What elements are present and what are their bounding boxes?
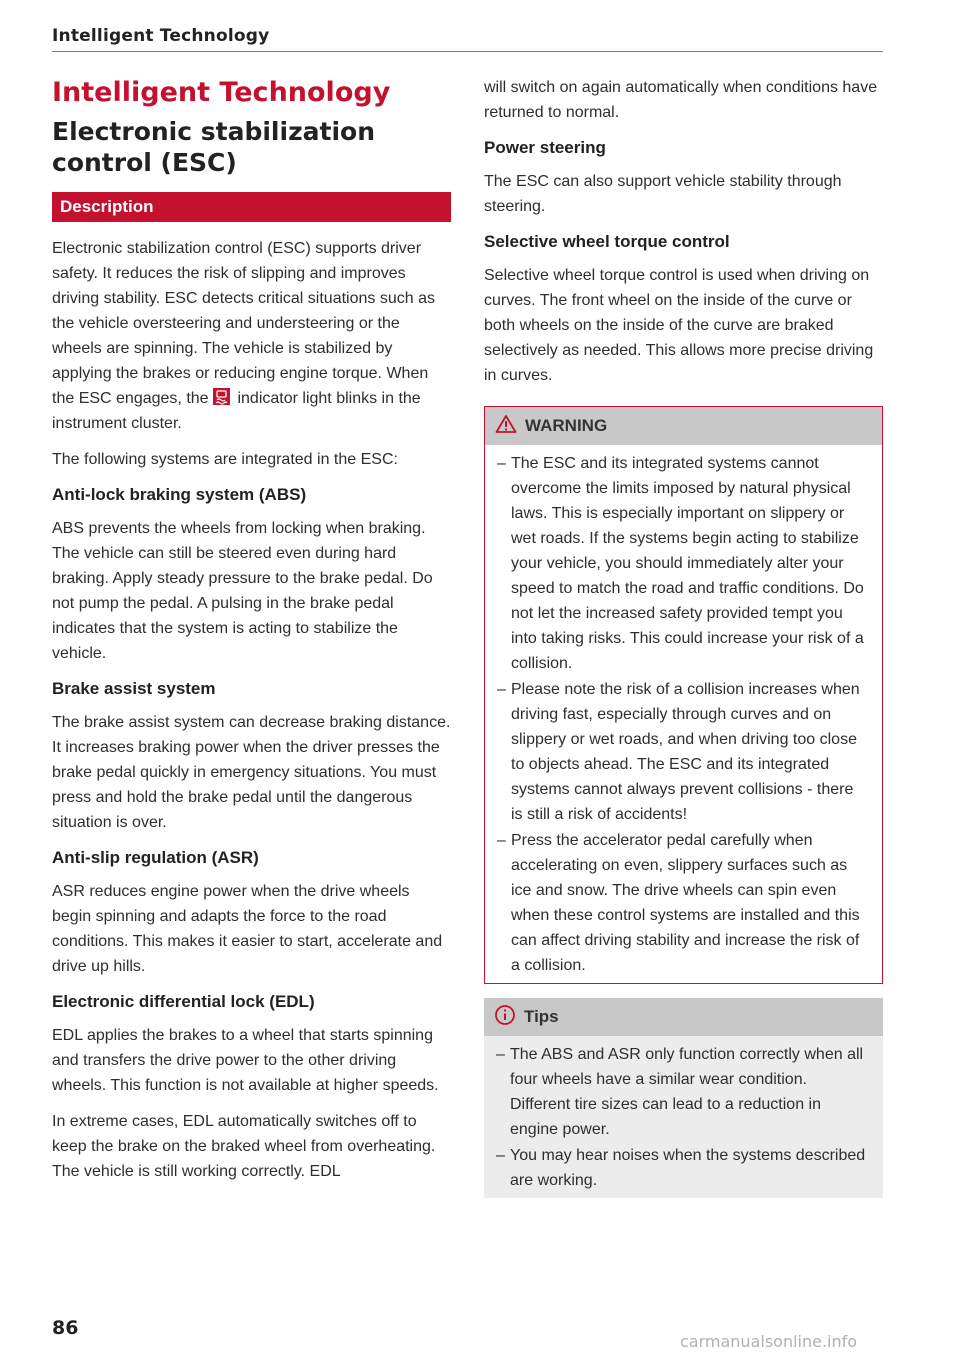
tips-list <box>496 1042 869 1193</box>
tips-box <box>484 998 883 1198</box>
warning-triangle-icon <box>495 414 517 439</box>
selective-torque-paragraph: Selective wheel torque control is used when driving on curves. The front wheel on the inside of the curve or both wheels on the inside of the curve are braked selectively as needed. This allows more precise driving in curves. <box>484 267 874 384</box>
warning-item: – The ESC and its integrated systems cannot overcome the limits imposed by natural physical laws. This is especially important on slippery or wet roads. If the systems begin acting to stabilize your vehicle, you should immediately alter your speed to match the road and traffic conditions. Do not let the increased safety provided tempt you into taking risks. This could increase your risk of a collision. <box>497 451 868 676</box>
edl-heading: Electronic differential lock (EDL) <box>52 992 315 1011</box>
selective-torque-heading: Selective wheel torque control <box>484 232 730 251</box>
warning-body <box>485 445 882 983</box>
warning-item: – Press the accelerator pedal carefully when accelerating on even, slippery surfaces such as ice and snow. The drive wheels can spin even when these control systems are installed and this can affect driving stability and increase the risk of a collision. <box>497 828 868 978</box>
warning-item: – Please note the risk of a collision increases when driving fast, especially through curves and on slippery or wet roads, and when driving too close to objects ahead. The ESC and its integrated systems cannot always prevent collisions - there is still a risk of accidents! <box>497 677 868 827</box>
power-steering-paragraph: The ESC can also support vehicle stability through steering. <box>484 173 842 215</box>
intro-text-cont: indicator light blinks in the instrument cluster. <box>52 390 421 432</box>
edl-paragraph: EDL applies the brakes to a wheel that starts spinning and transfers the drive power to the other driving wheels. This function is not available at higher speeds. <box>52 1027 439 1094</box>
brake-assist-heading: Brake assist system <box>52 679 216 698</box>
asr-heading: Anti-slip regulation (ASR) <box>52 848 259 867</box>
section-title: Electronic stabilization control (ESC) <box>52 117 375 177</box>
chapter-title: Intelligent Technology <box>52 77 391 108</box>
edl-paragraph-2: In extreme cases, EDL automatically switches off to keep the brake on the braked wheel from overheating. The vehicle is still working correctly. EDL <box>52 1113 436 1180</box>
warning-header <box>485 407 882 445</box>
asr-paragraph: ASR reduces engine power when the drive wheels begin spinning and adapts the force to the road conditions. This makes it easier to start, accelerate and drive up hills. <box>52 883 443 975</box>
right-column <box>484 75 883 1198</box>
systems-intro: The following systems are integrated in the ESC: <box>52 451 398 468</box>
info-circle-icon <box>494 1004 516 1031</box>
left-column <box>52 70 451 1195</box>
warning-list <box>497 451 868 978</box>
tips-item: – You may hear noises when the systems described are working. <box>496 1143 869 1193</box>
intro-text: Electronic stabilization control (ESC) supports driver safety. It reduces the risk of slipping and improves driving stability. ESC detects critical situations such as the vehicle oversteering and understeering or the wheels are spinning. The vehicle is stabilized by applying the brakes or reducing engine torque. When the ESC engages, the <box>52 240 435 407</box>
abs-paragraph: ABS prevents the wheels from locking when braking. The vehicle can still be steered even during hard braking. Apply steady pressure to the brake pedal. Do not pump the pedal. A pulsing in the brake pedal indicates that the system is acting to stabilize the vehicle. <box>52 520 433 662</box>
abs-heading: Anti-lock braking system (ABS) <box>52 485 307 504</box>
tips-body <box>484 1036 883 1198</box>
esc-indicator-icon <box>213 388 230 405</box>
power-steering-heading: Power steering <box>484 138 606 157</box>
tips-item: – The ABS and ASR only function correctly when all four wheels have a similar wear condition. Different tire sizes can lead to a reduction in engine power. <box>496 1042 869 1142</box>
running-header: Intelligent Technology <box>52 26 270 46</box>
intro-paragraph <box>52 236 451 436</box>
edl-continuation: will switch on again automatically when conditions have returned to normal. <box>484 79 878 121</box>
warning-title: WARNING <box>525 416 608 435</box>
tips-header <box>484 998 883 1036</box>
page-number: 86 <box>52 1317 79 1339</box>
brake-assist-paragraph: The brake assist system can decrease braking distance. It increases braking power when the driver presses the brake pedal quickly in emergency situations. You must press and hold the brake pedal until the dangerous situation is over. <box>52 714 451 831</box>
tips-title: Tips <box>524 1007 559 1026</box>
watermark: carmanualsonline.info <box>680 1332 858 1351</box>
header-rule <box>52 51 883 52</box>
description-band: Description <box>52 192 451 222</box>
warning-box <box>484 406 883 984</box>
